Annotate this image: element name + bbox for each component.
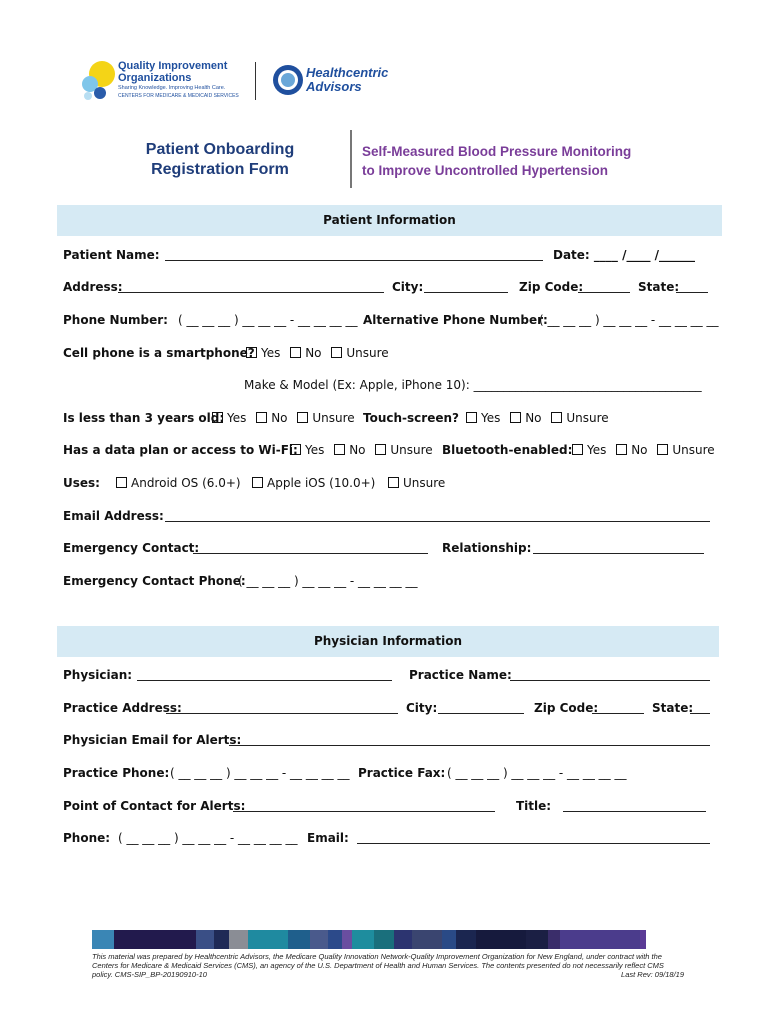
practice-city-label: City: [406,701,438,715]
touch-yes[interactable] [466,411,500,425]
no-label: No [525,411,542,425]
date-field[interactable]: Date: ____ /____ /______ [553,248,696,262]
program-title [362,142,631,180]
unsure-label: Unsure [566,411,609,425]
checkbox-icon[interactable] [290,444,301,455]
practice-state-label: State: [652,701,694,715]
bluetooth-no[interactable] [616,443,647,457]
practice-fax-field[interactable]: ( __ __ __ ) __ __ __ - __ __ __ __ [447,766,627,780]
city-label: City: [392,280,424,294]
no-label: No [305,346,322,360]
practice-phone-field[interactable]: ( __ __ __ ) __ __ __ - __ __ __ __ [170,766,350,780]
footer-line-1: This material was prepared by Healthcentric Advisors, the Medicare Quality Innovation Network-Quality Improvement Organization for New England, under contract with the [92,952,662,961]
yes-label: Yes [227,411,247,425]
checkbox-icon[interactable] [290,347,301,358]
uses-android[interactable] [116,476,241,490]
unsure-label: Unsure [312,411,355,425]
checkbox-icon[interactable] [116,477,127,488]
data-plan-no[interactable] [334,443,365,457]
no-label: No [631,443,648,457]
practice-name-label: Practice Name: [409,668,512,682]
relationship-label: Relationship: [442,541,532,555]
bluetooth-unsure[interactable] [657,443,714,457]
checkbox-icon[interactable] [246,347,257,358]
practice-address-field[interactable] [166,701,398,714]
checkbox-icon[interactable] [616,444,627,455]
practice-zip-field[interactable] [592,701,644,714]
practice-phone-label: Practice Phone: [63,766,170,780]
checkbox-icon[interactable] [510,412,521,423]
hca-name-2: Advisors [306,79,362,94]
state-label: State: [638,280,680,294]
patient-section-header [57,205,722,236]
footer-revision: Last Rev: 09/18/19 [621,970,684,979]
physician-field[interactable] [137,668,392,681]
checkbox-icon[interactable] [466,412,477,423]
touch-label: Touch-screen? [363,411,459,425]
patient-name-label: Patient Name: [63,248,160,262]
unsure-label: Unsure [390,443,433,457]
checkbox-icon[interactable] [212,412,223,423]
checkbox-icon[interactable] [657,444,668,455]
hca-name-1: Healthcentric [306,65,389,80]
form-title-1: Patient Onboarding [145,141,295,158]
physician-section-header [57,626,719,657]
data-plan-unsure[interactable] [375,443,432,457]
relationship-field[interactable] [533,541,704,554]
data-plan-options [290,443,439,457]
poc-email-label: Email: [307,831,349,845]
unsure-label: Unsure [672,443,715,457]
zip-field[interactable] [578,280,630,293]
form-title [120,140,320,180]
footer-line-3: policy. CMS-SIP_BP-20190910-10 [92,970,207,979]
smartphone-label: Cell phone is a smartphone? [63,346,255,360]
patient-name-field[interactable] [165,248,543,261]
title-field[interactable] [563,799,706,812]
qio-title-2: Organizations [118,72,192,84]
age-label: Is less than 3 years old: [63,411,225,425]
alerts-email-label: Physician Email for Alerts: [63,733,242,747]
uses-label: Uses: [63,476,100,490]
uses-unsure[interactable] [388,476,445,490]
alt-phone-label: Alternative Phone Number: [363,313,548,327]
emergency-contact-label: Emergency Contact: [63,541,200,555]
city-field[interactable] [424,280,508,293]
no-label: No [349,443,366,457]
qio-logo-mark [80,58,116,102]
age-options [212,411,361,425]
poc-phone-field[interactable]: ( __ __ __ ) __ __ __ - __ __ __ __ [118,831,298,845]
bluetooth-options [572,443,721,457]
yes-label: Yes [305,443,325,457]
poc-email-field[interactable] [357,831,710,844]
zip-label: Zip Code: [519,280,584,294]
phone-label: Phone Number: [63,313,168,327]
checkbox-icon[interactable] [375,444,386,455]
poc-field[interactable] [233,799,495,812]
phone-field[interactable]: ( __ __ __ ) __ __ __ - __ __ __ __ [178,313,358,327]
no-label: No [271,411,288,425]
bluetooth-yes[interactable] [572,443,606,457]
checkbox-icon[interactable] [252,477,263,488]
touch-unsure[interactable] [551,411,608,425]
footer-color-strip [92,930,646,949]
title-divider [350,130,352,188]
age-no[interactable] [256,411,287,425]
checkbox-icon[interactable] [334,444,345,455]
yes-label: Yes [261,346,281,360]
android-label: Android OS (6.0+) [131,476,241,490]
email-field[interactable] [165,509,710,522]
practice-zip-label: Zip Code: [534,701,599,715]
smartphone-yes[interactable] [246,346,280,360]
checkbox-icon[interactable] [297,412,308,423]
footer-line-2: Centers for Medicare & Medicaid Services (CMS), an agency of the U.S. Department of Health and Human Services. The contents presented do not necessarily reflect CMS [92,961,664,970]
checkbox-icon[interactable] [551,412,562,423]
form-title-2: Registration Form [151,161,289,178]
practice-state-field[interactable] [690,701,710,714]
practice-city-field[interactable] [438,701,524,714]
logo-divider [255,62,256,100]
qio-logo [80,58,250,106]
title-label: Title: [516,799,552,813]
alerts-email-field[interactable] [229,733,710,746]
qio-tagline: Sharing Knowledge. Improving Health Care. [118,85,226,91]
age-yes[interactable] [212,411,246,425]
yes-label: Yes [481,411,501,425]
data-plan-yes[interactable] [290,443,324,457]
email-label: Email Address: [63,509,164,523]
emergency-phone-field[interactable]: ( __ __ __ ) __ __ __ - __ __ __ __ [238,574,418,588]
address-label: Address: [63,280,123,294]
data-plan-label: Has a data plan or access to Wi-Fi: [63,443,298,457]
checkbox-icon[interactable] [256,412,267,423]
make-model-field[interactable]: Make & Model (Ex: Apple, iPhone 10): ______________________________________ [244,378,702,392]
alt-phone-field[interactable]: ( __ __ __ ) __ __ __ - __ __ __ __ [539,313,719,327]
checkbox-icon[interactable] [388,477,399,488]
healthcentric-logo-mark [272,64,304,96]
footer-disclaimer [92,952,684,979]
checkbox-icon[interactable] [331,347,342,358]
ios-label: Apple iOS (10.0+) [267,476,376,490]
poc-label: Point of Contact for Alerts: [63,799,246,813]
qio-sub: CENTERS FOR MEDICARE & MEDICAID SERVICES [118,93,239,99]
patient-section-title: Patient Information [323,213,456,227]
touch-no[interactable] [510,411,541,425]
practice-name-field[interactable] [510,668,710,681]
state-field[interactable] [676,280,708,293]
bluetooth-label: Bluetooth-enabled: [442,443,573,457]
practice-address-label: Practice Address: [63,701,182,715]
smartphone-options [246,346,395,360]
poc-phone-label: Phone: [63,831,111,845]
yes-label: Yes [587,443,607,457]
unsure-label: Unsure [403,476,446,490]
healthcentric-logo [272,62,412,102]
program-title-2: to Improve Uncontrolled Hypertension [362,163,609,178]
age-unsure[interactable] [297,411,354,425]
touch-options [466,411,615,425]
unsure-label: Unsure [346,346,389,360]
address-field[interactable] [118,280,384,293]
emergency-contact-field[interactable] [193,541,428,554]
emergency-phone-label: Emergency Contact Phone: [63,574,246,588]
checkbox-icon[interactable] [572,444,583,455]
program-title-1: Self-Measured Blood Pressure Monitoring [362,144,632,159]
physician-section-title: Physician Information [313,634,463,648]
uses-ios[interactable] [252,476,375,490]
qio-title-1: Quality Improvement [118,60,228,72]
physician-label: Physician: [63,668,133,682]
smartphone-unsure[interactable] [331,346,388,360]
smartphone-no[interactable] [290,346,321,360]
practice-fax-label: Practice Fax: [358,766,446,780]
